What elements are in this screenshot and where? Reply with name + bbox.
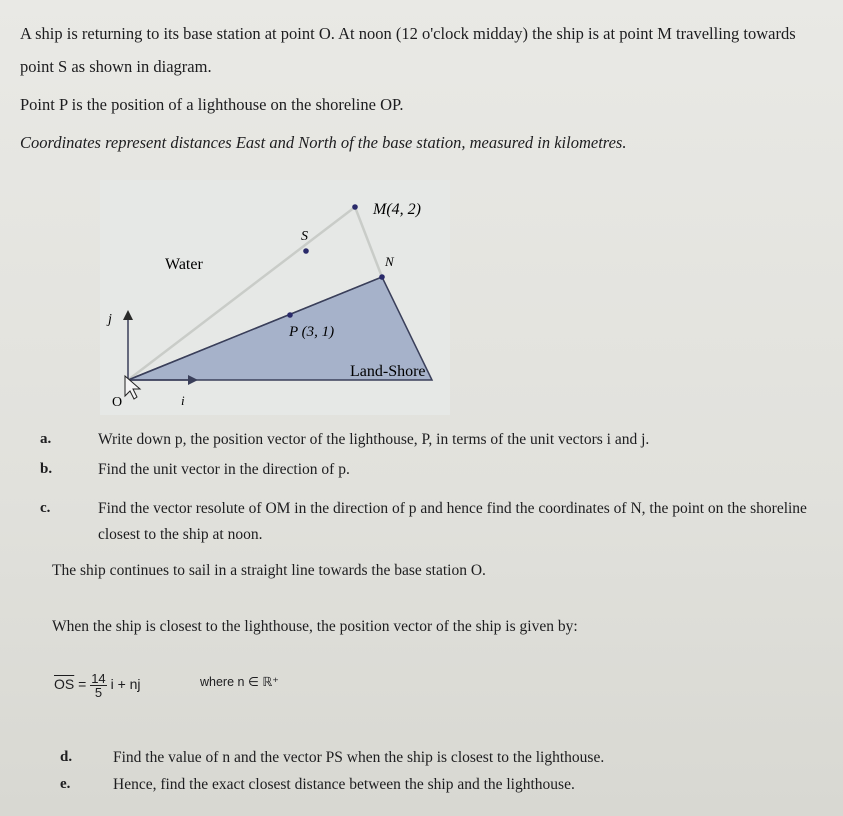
question-c-text-2: closest to the ship at noon.: [98, 526, 263, 543]
question-c-label: c.: [40, 500, 51, 516]
closest-intro-text: When the ship is closest to the lighthouse, the position vector of the ship is given by:: [52, 618, 578, 635]
label-land-shore: Land-Shore: [350, 363, 426, 380]
question-e-label: e.: [60, 776, 71, 792]
equation-lhs: $\overline{OS}$: [54, 676, 75, 693]
equation-where: where n ∈ ℝ⁺: [200, 675, 279, 689]
question-e-text: Hence, find the exact closest distance between the ship and the lighthouse.: [113, 776, 575, 793]
label-i: i: [181, 393, 185, 408]
equation-fraction: [90, 672, 106, 699]
label-water: Water: [165, 256, 203, 273]
question-a-label: a.: [40, 431, 52, 447]
point-s: [303, 248, 309, 254]
equation-denominator: 5: [94, 685, 103, 700]
equation-numerator: 14: [91, 671, 106, 686]
question-c-text-1: Find the vector resolute of OM in the direction of p and hence find the coordinates of N, the point on the shoreline: [98, 500, 807, 517]
point-p: [287, 312, 293, 318]
intro-line-3: Point P is the position of a lighthouse on the shoreline OP.: [20, 95, 404, 114]
label-m: M(4, 2): [373, 201, 421, 218]
equation-os: $\overline{OS}$ = $\frac{14}{5}$ i + nj: [54, 671, 141, 700]
point-m: [352, 204, 358, 210]
question-b-text: Find the unit vector in the direction of p.: [98, 461, 350, 478]
point-n: [379, 274, 385, 280]
label-s: S: [301, 229, 308, 244]
question-d-label: d.: [60, 749, 73, 765]
label-j: j: [108, 312, 112, 327]
continue-text: The ship continues to sail in a straight line towards the base station O.: [52, 562, 486, 579]
intro-line-1: A ship is returning to its base station at point O. At noon (12 o'clock midday) the ship is at point M travelling towards: [20, 24, 796, 43]
question-a-text: Write down p, the position vector of the lighthouse, P, in terms of the unit vectors i and j.: [98, 431, 650, 448]
question-b-label: b.: [40, 461, 53, 477]
equation-rest: i + nj: [110, 676, 141, 693]
intro-line-2: point S as shown in diagram.: [20, 57, 212, 76]
label-n: N: [385, 254, 394, 269]
intro-line-4: Coordinates represent distances East and North of the base station, measured in kilometres.: [20, 133, 627, 152]
question-d-text: Find the value of n and the vector PS when the ship is closest to the lighthouse.: [113, 749, 605, 766]
label-p: P (3, 1): [289, 324, 335, 340]
label-o: O: [112, 395, 123, 410]
